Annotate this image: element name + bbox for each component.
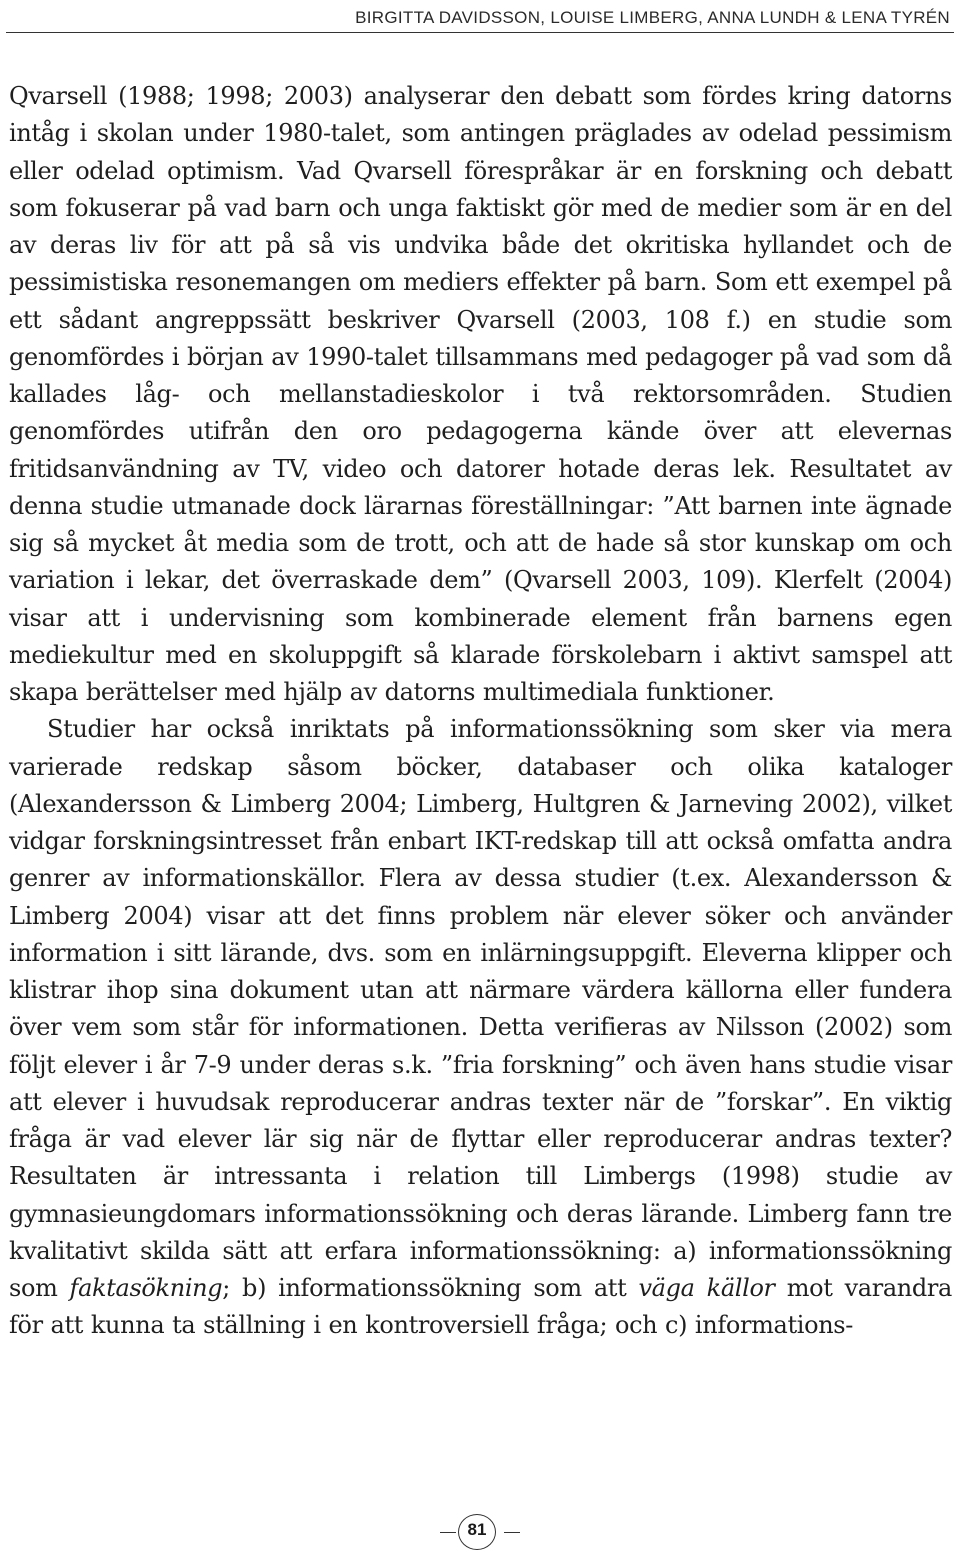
folio-rule-left (440, 1532, 456, 1533)
paragraph-1: Qvarsell (1988; 1998; 2003) analyserar den debatt som fördes kring datorns intåg i skolan under 1980-talet, som antingen präglades av odelad pessimism eller odelad optimism. Vad Qvarsell förespråkar är en forskning och debatt som fokuserar på vad barn och unga faktiskt gör med de medier som är en del av deras liv för att på så vis undvika både det okritiska hyllandet och de pessimistiska resonemangen om mediers effekter på barn. Som ett exempel på ett sådant angreppssätt beskriver Qvarsell (2003, 108 f.) en studie som genomfördes i början av 1990-talet tillsammans med pedagoger på vad som då kallades låg- och mellanstadieskolor i två rektorsområden. Studien genomfördes utifrån den oro pedagogerna kände över att elevernas fritidsanvändning av TV, video och datorer hotade deras lek. Resultatet av denna studie utmanade dock lärarnas föreställningar: ”Att barnen inte ägnade sig så mycket åt media som de trott, och att de hade så stor kunskap om och variation i lekar, det överraskade dem” (Qvarsell 2003, 109). Klerfelt (2004) visar att i undervisning som kombinerade element från barnens egen mediekultur med en skoluppgift så klarade förskolebarn i aktivt samspel att skapa berättelser med hjälp av datorns multimediala funktioner. (9, 82, 952, 706)
paragraph-2-part-1: Studier har också inriktats på informationssökning som sker via mera varierade redskap såsom böcker, databaser och olika kataloger (Alexandersson & Limberg 2004; Limberg, Hultgren & Jarneving 2002), vilket vidgar forskningsintresset från enbart IKT-redskap till att också omfatta andra genrer av informationskällor. Flera av dessa studier (t.ex. Alexandersson & Limberg 2004) visar att det finns problem när elever söker och använder information i sitt lärande, dvs. som en inlärningsuppgift. Eleverna klipper och klistrar ihop sina dokument utan att närmare värdera källorna eller fundera över vem som står för informationen. Detta verifieras av Nilsson (2002) som följt elever i år 7-9 under deras s.k. ”fria forskning” och även hans studie visar att elever i huvudsak reproducerar andras texter när de ”forskar”. En viktig fråga är vad elever lär sig när de flyttar eller reproducerar andras texter? Resultaten är intressanta i relation till Limbergs (1998) studie av gymnasieungdomars informationssökning och deras lärande. Limberg fann tre kvalitativt skilda sätt att erfara informationssökning: a) informationssökning som (9, 715, 952, 1302)
folio-rule-right (504, 1532, 520, 1533)
paragraph-2-part-3: mot varandra för att kunna ta ställning i en kontroversiell fråga; och c) informations- (9, 1274, 953, 1340)
paragraph-2 (9, 711, 952, 1344)
header-rule (6, 32, 954, 33)
term-faktasokning: faktasökning (69, 1274, 223, 1302)
running-head: BIRGITTA DAVIDSSON, LOUISE LIMBERG, ANNA LUNDH & LENA TYRÉN (355, 8, 950, 27)
paragraph-2-part-2: ; b) informationssökning som att (222, 1274, 627, 1302)
term-vaga-kallor: väga källor (638, 1274, 775, 1302)
page-number-ornament (440, 1512, 520, 1556)
page-number: 81 (467, 1520, 487, 1539)
body-text (9, 78, 952, 1345)
